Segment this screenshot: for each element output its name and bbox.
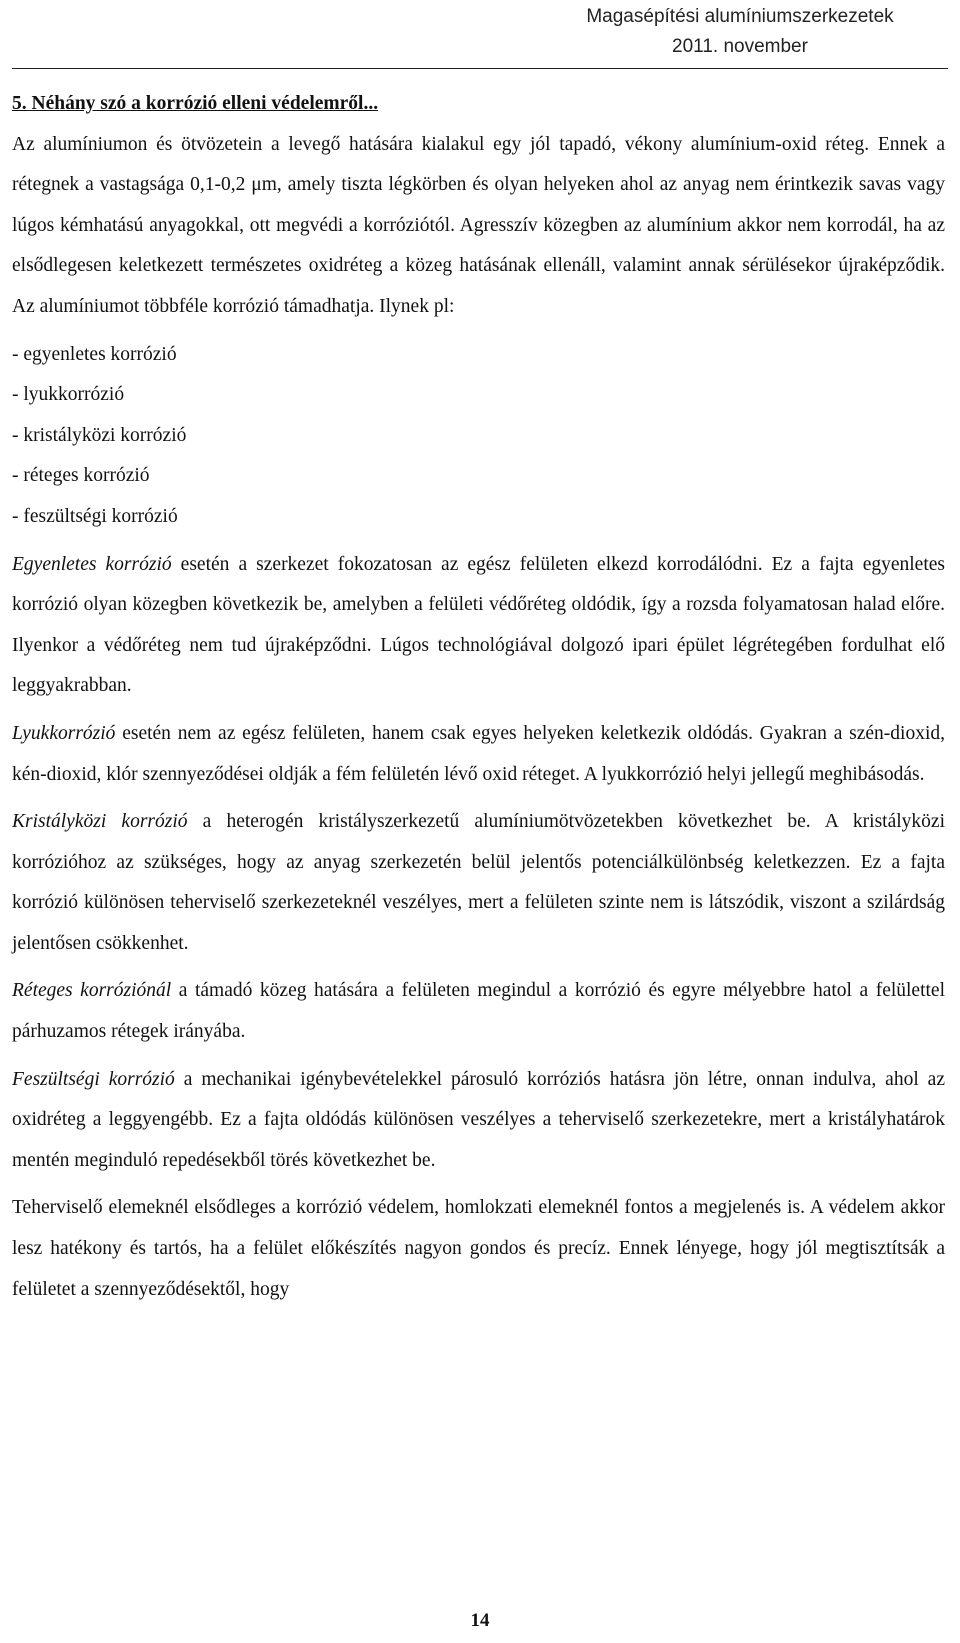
term-stress-corrosion: Feszültségi korrózió bbox=[12, 1068, 175, 1090]
term-pitting-corrosion: Lyukkorrózió bbox=[12, 722, 116, 744]
term-uniform-corrosion: Egyenletes korrózió bbox=[12, 553, 172, 575]
list-item: - feszültségi korrózió bbox=[12, 505, 178, 527]
paragraph-stress-corrosion bbox=[12, 1060, 945, 1182]
term-layer-corrosion: Réteges korróziónál bbox=[12, 980, 172, 1002]
text-uniform-corrosion: esetén a szerkezet fokozatosan az egész felületen elkezd korrodálódni. Ez a fajta egyenletes korrózió olyan közegben következik be, amelyben a felületi védőréteg oldódik, így a rozsda folyamatosan halad előre. Ilyenkor a védőréteg nem tud újraképződni. Lúgos technológiával dolgozó ipari épület légrétegében fordulhat elő leggyakrabban. bbox=[12, 553, 945, 697]
text-stress-corrosion: a mechanikai igénybevételekkel párosuló korróziós hatásra jön létre, onnan indulva, ahol az oxidréteg a leggyengébb. Ez a fajta oldódás különösen veszélyes a teherviselő szerkezetekre, mert a kristályhatárok mentén meginduló repedésekből törés következhet be. bbox=[12, 1068, 945, 1171]
paragraph-uniform-corrosion bbox=[12, 545, 945, 707]
document-body bbox=[12, 84, 945, 1310]
paragraph-pitting-corrosion bbox=[12, 714, 945, 795]
paragraph-layer-corrosion bbox=[12, 971, 945, 1052]
page-number: 14 bbox=[470, 1610, 490, 1631]
text-pitting-corrosion: esetén nem az egész felületen, hanem csak egyes helyeken keletkezik oldódás. Gyakran a szén-dioxid, kén-dioxid, klór szennyeződései oldják a fém felületén lévő oxid réteget. A lyukkorrózió helyi jellegű meghibásodás. bbox=[12, 722, 945, 785]
text-intergranular-corrosion: a heterogén kristályszerkezetű alumíniumötvözetekben következhet be. A kristályközi korrózióhoz az szükséges, hogy az anyag szerkezetén belül jelentős potenciálkülönbség keletkezzen. Ez a fajta korrózió különösen teherviselő szerkezeteknél veszélyes, mert a felületen szinte nem is látszódik, viszont a szilárdság jelentősen csökkenhet. bbox=[12, 811, 945, 954]
list-item: - egyenletes korrózió bbox=[12, 343, 177, 365]
list-item: - lyukkorrózió bbox=[12, 384, 125, 406]
page-header bbox=[580, 2, 900, 62]
text-layer-corrosion: a támadó közeg hatására a felületen megindul a korrózió és egyre mélyebbre hatol a felülettel párhuzamos rétegek irányába. bbox=[12, 980, 945, 1043]
list-item: - réteges korrózió bbox=[12, 465, 150, 487]
intro-paragraph: Az alumíniumon és ötvözetein a levegő hatására kialakul egy jól tapadó, vékony alumínium-oxid réteg. Ennek a rétegnek a vastagsága 0,1-0,2 μm, amely tiszta légkörben és olyan helyeken ahol az anyag nem érintkezik savas vagy lúgos kémhatású anyagokkal, ott megvédi a korróziótól. Agresszív közegben az alumínium akkor nem korrodál, ha az elsődlegesen keletkezett természetes oxidréteg a közeg hatásának ellenáll, valamint annak sérülésekor újraképződik. Az alumíniumot többféle korrózió támadhatja. Ilynek pl: bbox=[12, 133, 945, 317]
list-item: - kristályközi korrózió bbox=[12, 424, 187, 446]
section-heading: 5. Néhány szó a korrózió elleni védelemről... bbox=[12, 93, 379, 114]
header-date: 2011. november bbox=[672, 36, 808, 57]
term-intergranular-corrosion: Kristályközi korrózió bbox=[12, 811, 188, 833]
header-title: Magasépítési alumíniumszerkezetek bbox=[586, 6, 894, 27]
corrosion-type-list bbox=[12, 335, 945, 538]
paragraph-intergranular-corrosion bbox=[12, 802, 945, 964]
header-divider bbox=[12, 68, 948, 69]
closing-paragraph: Teherviselő elemeknél elsődleges a korrózió védelem, homlokzati elemeknél fontos a megjelenés is. A védelem akkor lesz hatékony és tartós, ha a felület előkészítés nagyon gondos és precíz. Ennek lényege, hogy jól megtisztítsák a felületet a szennyeződésektől, hogy bbox=[12, 1197, 945, 1300]
